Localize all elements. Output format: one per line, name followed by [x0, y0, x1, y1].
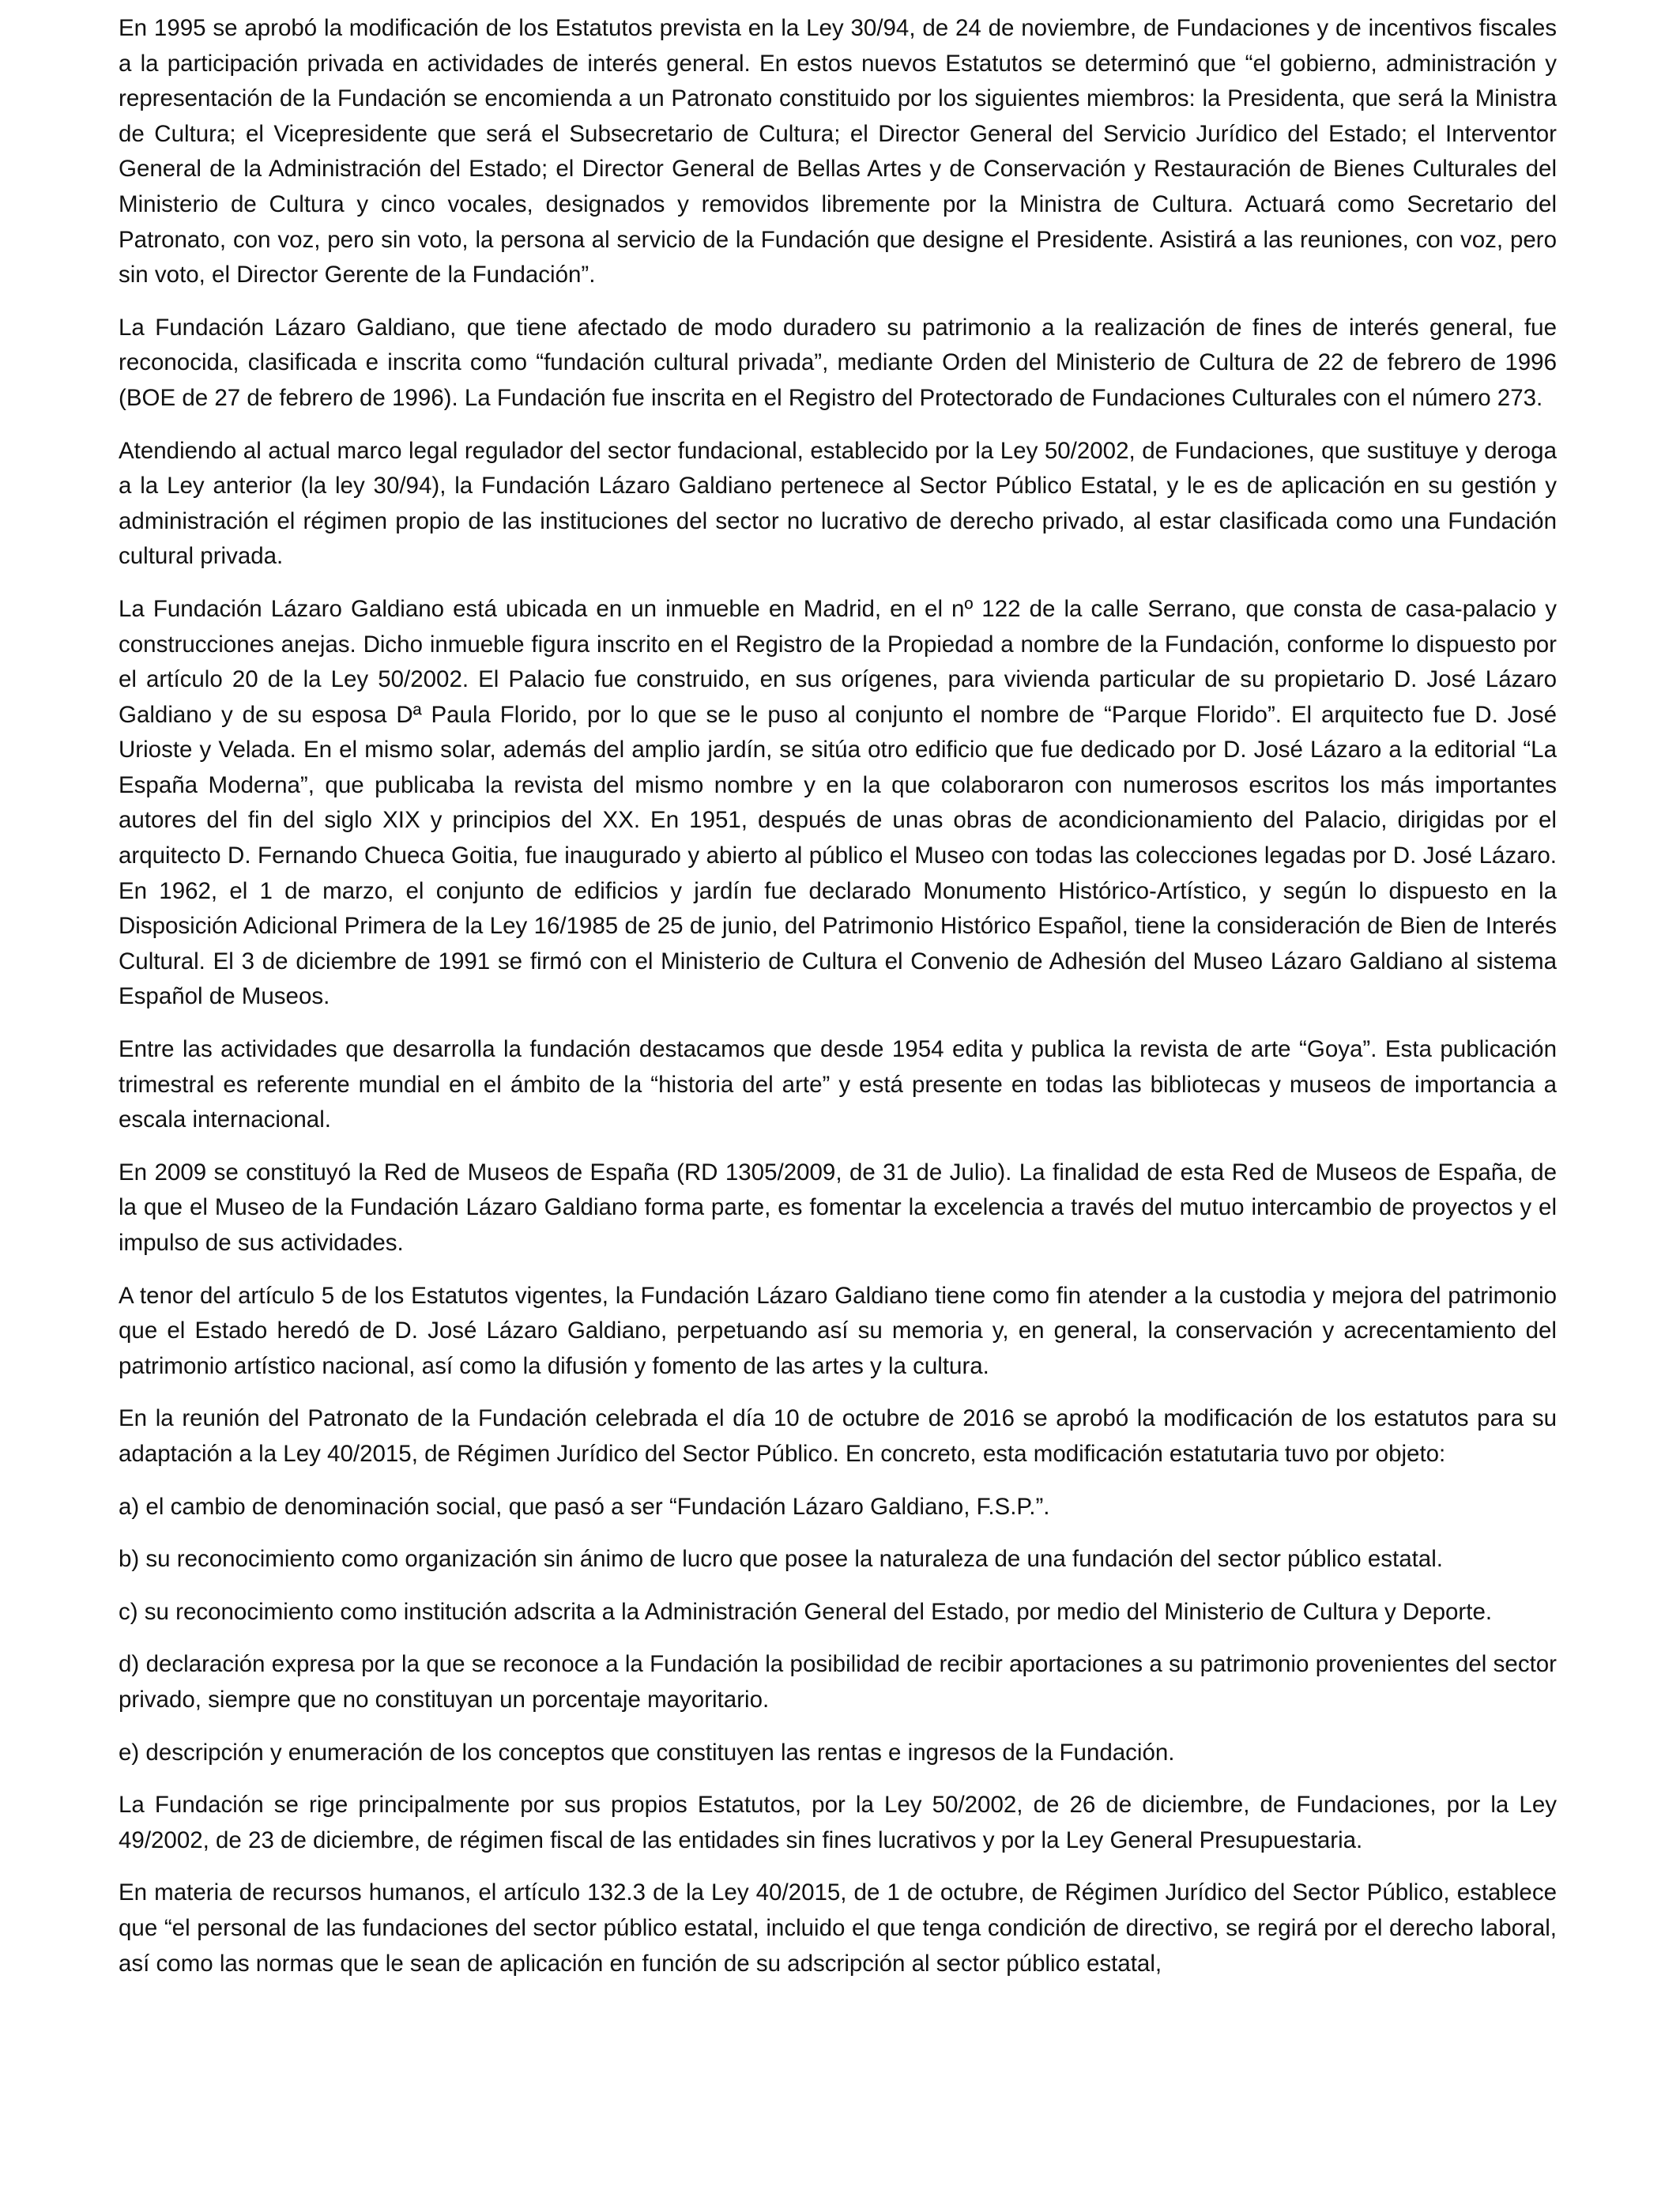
paragraph-marco-legal: Atendiendo al actual marco legal regulador del sector fundacional, establecido por la Ley 50/2002, de Fundaciones, que sustituye y deroga a la Ley anterior (la ley 30/94), la Fundación Lázaro Galdiano pertenece al Sector Público Estatal, y le es de aplicación en su gestión y administración el régimen propio de las instituciones del sector no lucrativo de derecho privado, al estar clasificada como una Fundación cultural privada.: [119, 437, 1557, 570]
paragraph-fines-estatutos: A tenor del artículo 5 de los Estatutos vigentes, la Fundación Lázaro Galdiano tiene como fin atender a la custodia y mejora del patrimonio que el Estado heredó de D. José Lázaro Galdiano, perpetuando así su memoria y, en general, la conservación y acrecentamiento del patrimonio artístico nacional, así como la difusión y fomento de las artes y la cultura.: [119, 1282, 1557, 1379]
paragraph-red-museos: En 2009 se constituyó la Red de Museos de España (RD 1305/2009, de 31 de Julio). La finalidad de esta Red de Museos de España, de la que el Museo de la Fundación Lázaro Galdiano forma parte, es fomentar la excelencia a través del mutuo intercambio de proyectos y el impulso de sus actividades.: [119, 1159, 1557, 1256]
paragraph-inmueble-serrano: La Fundación Lázaro Galdiano está ubicada en un inmueble en Madrid, en el nº 122 de la calle Serrano, que consta de casa-palacio y construcciones anejas. Dicho inmueble figura inscrito en el Registro de la Propiedad a nombre de la Fundación, conforme lo dispuesto por el artículo 20 de la Ley 50/2002. El Palacio fue construido, en sus orígenes, para vivienda particular de su propietario D. José Lázaro Galdiano y de su esposa Dª Paula Florido, por lo que se le puso al conjunto el nombre de “Parque Florido”. El arquitecto fue D. José Urioste y Velada. En el mismo solar, además del amplio jardín, se sitúa otro edificio que fue dedicado por D. José Lázaro a la editorial “La España Moderna”, que publicaba la revista del mismo nombre y en la que colaboraron con numerosos escritos los más importantes autores del fin del siglo XIX y principios del XX. En 1951, después de unas obras de acondicionamiento del Palacio, dirigidas por el arquitecto D. Fernando Chueca Goitia, fue inaugurado y abierto al público el Museo con todas las colecciones legadas por D. José Lázaro. En 1962, el 1 de marzo, el conjunto de edificios y jardín fue declarado Monumento Histórico-Artístico, y según lo dispuesto en la Disposición Adicional Primera de la Ley 16/1985 de 25 de junio, del Patrimonio Histórico Español, tiene la consideración de Bien de Interés Cultural. El 3 de diciembre de 1991 se firmó con el Ministerio de Cultura el Convenio de Adhesión del Museo Lázaro Galdiano al sistema Español de Museos.: [119, 595, 1557, 1010]
list-item-b: b) su reconocimiento como organización sin ánimo de lucro que posee la naturaleza de una fundación del sector público estatal.: [119, 1546, 1443, 1573]
list-item-e: e) descripción y enumeración de los conceptos que constituyen las rentas e ingresos de la Fundación.: [119, 1739, 1175, 1766]
paragraph-estatutos-1995: En 1995 se aprobó la modificación de los Estatutos prevista en la Ley 30/94, de 24 de noviembre, de Fundaciones y de incentivos fiscales a la participación privada en actividades de interés general. En estos nuevos Estatutos se determinó que “el gobierno, administración y representación de la Fundación se encomienda a un Patronato constituido por los siguientes miembros: la Presidenta, que será la Ministra de Cultura; el Vicepresidente que será el Subsecretario de Cultura; el Director General del Servicio Jurídico del Estado; el Interventor General de la Administración del Estado; el Director General de Bellas Artes y de Conservación y Restauración de Bienes Culturales del Ministerio de Cultura y cinco vocales, designados y removidos libremente por la Ministra de Cultura. Actuará como Secretario del Patronato, con voz, pero sin voto, la persona al servicio de la Fundación que designe el Presidente. Asistirá a las reuniones, con voz, pero sin voto, el Director Gerente de la Fundación”.: [119, 15, 1557, 288]
document-page: [119, 11, 1557, 1981]
list-item-d: d) declaración expresa por la que se reconoce a la Fundación la posibilidad de recibir aportaciones a su patrimonio provenientes del sector privado, siempre que no constituyan un porcentaje mayoritario.: [119, 1651, 1557, 1713]
paragraph-recursos-humanos: En materia de recursos humanos, el artículo 132.3 de la Ley 40/2015, de 1 de octubre, de Régimen Jurídico del Sector Público, establece que “el personal de las fundaciones del sector público estatal, incluido el que tenga condición de directivo, se regirá por el derecho laboral, así como las normas que le sean de aplicación en función de su adscripción al sector público estatal,: [119, 1879, 1557, 1977]
paragraph-revista-goya: Entre las actividades que desarrolla la fundación destacamos que desde 1954 edita y publica la revista de arte “Goya”. Esta publicación trimestral es referente mundial en el ámbito de la “historia del arte” y está presente en todas las bibliotecas y museos de importancia a escala internacional.: [119, 1036, 1557, 1133]
list-item-c: c) su reconocimiento como institución adscrita a la Administración General del Estado, por medio del Ministerio de Cultura y Deporte.: [119, 1598, 1493, 1625]
paragraph-reconocimiento-fundacion: La Fundación Lázaro Galdiano, que tiene afectado de modo duradero su patrimonio a la realización de fines de interés general, fue reconocida, clasificada e inscrita como “fundación cultural privada”, mediante Orden del Ministerio de Cultura de 22 de febrero de 1996 (BOE de 27 de febrero de 1996). La Fundación fue inscrita en el Registro del Protectorado de Fundaciones Culturales con el número 273.: [119, 314, 1557, 411]
list-item-a: a) el cambio de denominación social, que pasó a ser “Fundación Lázaro Galdiano, F.S.P.”.: [119, 1493, 1050, 1520]
paragraph-normativa-aplicable: La Fundación se rige principalmente por sus propios Estatutos, por la Ley 50/2002, de 26 de diciembre, de Fundaciones, por la Ley 49/2002, de 23 de diciembre, de régimen fiscal de las entidades sin fines lucrativos y por la Ley General Presupuestaria.: [119, 1792, 1557, 1853]
paragraph-reunion-patronato-2016: En la reunión del Patronato de la Fundación celebrada el día 10 de octubre de 2016 se aprobó la modificación de los estatutos para su adaptación a la Ley 40/2015, de Régimen Jurídico del Sector Público. En concreto, esta modificación estatutaria tuvo por objeto:: [119, 1405, 1557, 1467]
